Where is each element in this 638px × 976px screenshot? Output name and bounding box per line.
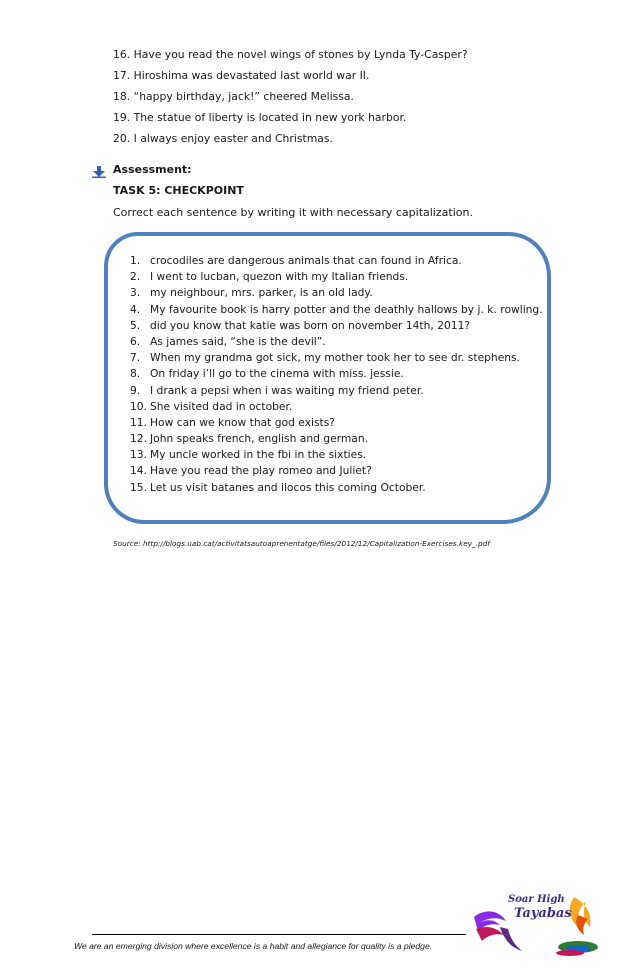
exercise-list (130, 253, 560, 496)
item-number: 15. (130, 480, 147, 494)
list-item (130, 431, 560, 447)
item-text: I went to lucban, quezon with my Italian friends. (150, 270, 409, 284)
list-item (130, 383, 560, 399)
item-number: 11. (130, 415, 147, 429)
list-item: 17. Hiroshima was devastated last world war II. (113, 69, 370, 82)
logo-text-tayabas: Tayabas (514, 906, 572, 921)
item-text: She visited dad in october. (150, 399, 293, 413)
item-number: 10. (130, 399, 147, 413)
list-item (130, 334, 560, 350)
list-item (130, 415, 560, 431)
list-item (130, 399, 560, 415)
list-item (130, 447, 560, 463)
item-number: 13. (130, 448, 147, 462)
item-number: 2. (130, 270, 141, 284)
item-number: 12. (130, 432, 147, 446)
source-citation: Source: http://blogs.uab.cat/activitatsautoaprenentatge/files/2012/12/Capitalization-Exercises.key_.pdf (113, 539, 490, 548)
item-number: 6. (130, 334, 141, 348)
list-item (130, 480, 560, 496)
item-text: my neighbour, mrs. parker, is an old lady. (150, 286, 373, 300)
list-item (130, 463, 560, 479)
item-text: How can we know that god exists? (150, 415, 335, 429)
item-number: 3. (130, 286, 141, 300)
task-instructions: Correct each sentence by writing it with necessary capitalization. (113, 206, 473, 219)
list-item: 20. I always enjoy easter and Christmas. (113, 132, 333, 145)
list-item: 18. “happy birthday, jack!” cheered Melissa. (113, 90, 354, 103)
list-item (130, 302, 560, 318)
item-text: When my grandma got sick, my mother took her to see dr. stephens. (150, 351, 521, 365)
logo-text-soar-high: Soar High (508, 894, 565, 905)
list-item: 16. Have you read the novel wings of stones by Lynda Ty-Casper? (113, 48, 468, 61)
item-text: crocodiles are dangerous animals that can found in Africa. (150, 254, 462, 267)
item-text: Let us visit batanes and ilocos this coming October. (150, 480, 426, 494)
task-heading: TASK 5: CHECKPOINT (113, 184, 244, 197)
item-text: On friday i’ll go to the cinema with miss. jessie. (150, 367, 404, 381)
list-item (130, 269, 560, 285)
footer-motto: We are an emerging division where excellence is a habit and allegiance for quality is a pledge. (74, 941, 433, 951)
item-number: 1. (130, 254, 141, 267)
list-item (130, 318, 560, 334)
item-text: Have you read the play romeo and Juliet? (150, 464, 372, 478)
item-number: 7. (130, 351, 141, 365)
assessment-heading: Assessment: (113, 163, 192, 176)
item-number: 8. (130, 367, 141, 381)
item-text: My uncle worked in the fbi in the sixties. (150, 448, 367, 462)
list-item (130, 253, 560, 269)
list-item (130, 285, 560, 301)
list-item (130, 366, 560, 382)
sentence-list-continued (113, 44, 613, 149)
item-text: John speaks french, english and german. (150, 432, 368, 446)
footer-divider (92, 934, 466, 935)
item-number: 4. (130, 302, 141, 316)
item-number: 14. (130, 464, 147, 478)
item-number: 5. (130, 318, 141, 332)
item-text: I drank a pepsi when i was waiting my friend peter. (150, 383, 424, 397)
item-text: did you know that katie was born on november 14th, 2011? (150, 318, 471, 332)
item-number: 9. (130, 383, 141, 397)
list-item: 19. The statue of liberty is located in new york harbor. (113, 111, 407, 124)
list-item (130, 350, 560, 366)
down-arrow-bullet-icon (92, 166, 106, 178)
item-text: My favourite book is harry potter and the deathly hallows by j. k. rowling. (150, 302, 543, 316)
item-text: As james said, “she is the devil”. (150, 334, 326, 348)
